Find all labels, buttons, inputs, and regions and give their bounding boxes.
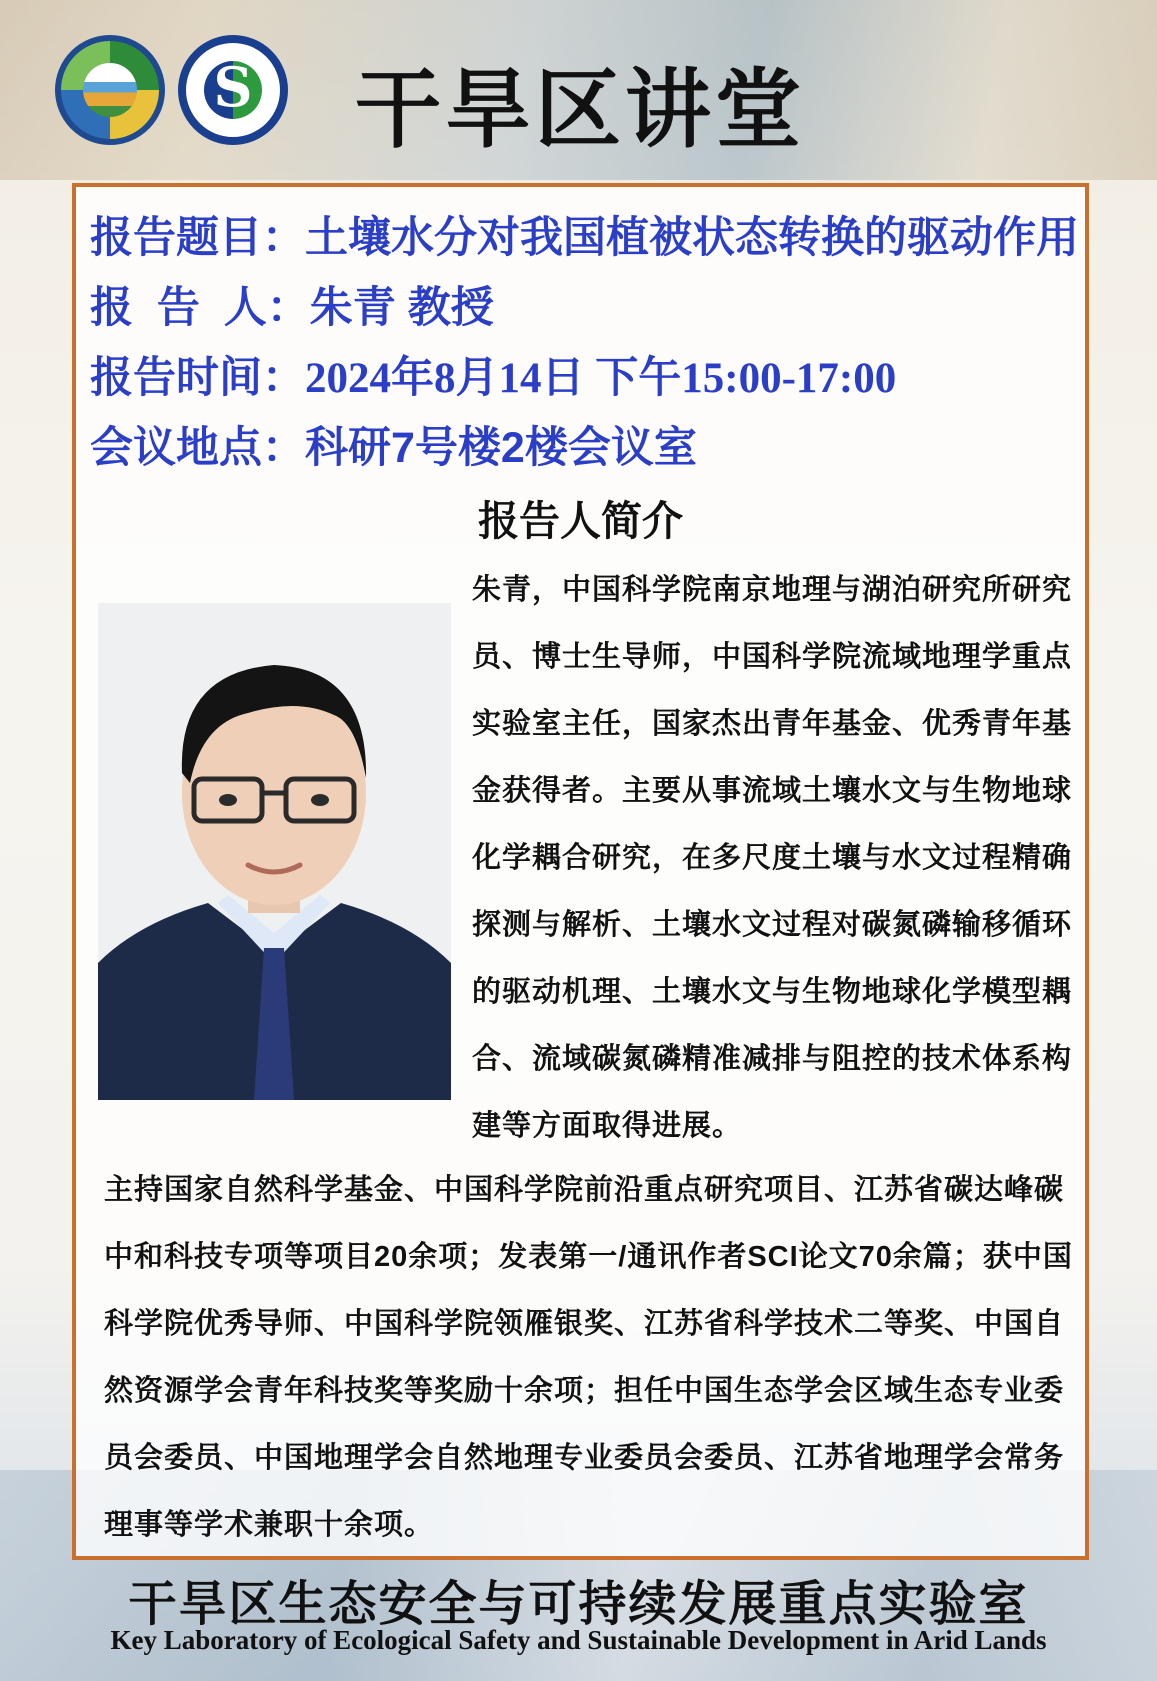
place-value: 科研7号楼2楼会议室 <box>305 424 697 472</box>
speaker-label: 报 告 人： <box>90 284 310 332</box>
speaker-value: 朱青 教授 <box>309 284 494 332</box>
bio-line: 的驱动机理、土壤水文与生物地球化学模型耦 <box>472 976 1073 1008</box>
bio-line: 探测与解析、土壤水文过程对碳氮磷输移循环 <box>472 909 1073 941</box>
bio-line: 合、流域碳氮磷精准减排与阻控的技术体系构 <box>472 1043 1073 1075</box>
bio-line: 朱青，中国科学院南京地理与湖泊研究所研究 <box>472 574 1073 606</box>
footer-lab-name-cn: 干旱区生态安全与可持续发展重点实验室 <box>128 1578 1029 1631</box>
topic-label: 报告题目： <box>90 214 305 262</box>
place-label: 会议地点： <box>90 424 305 472</box>
speaker-portrait <box>98 603 451 1100</box>
time-row <box>90 344 896 405</box>
bio-line: 然资源学会青年科技奖等奖励十余项；担任中国生态学会区域生态专业委 <box>104 1375 1065 1407</box>
bio-line: 中和科技专项等项目20余项；发表第一/通讯作者SCI论文70余篇；获中国 <box>104 1241 1073 1273</box>
speaker-portrait-drawing <box>98 603 451 1100</box>
time-value: 2024年8月14日 下午15:00-17:00 <box>305 355 897 402</box>
topic-value: 土壤水分对我国植被状态转换的驱动作用 <box>305 214 1079 262</box>
bio-line: 员会委员、中国地理学会自然地理专业委员会委员、江苏省地理学会常务 <box>104 1442 1065 1474</box>
xinjiang-institute-emblem-logo: S <box>178 35 288 145</box>
footer-lab-name-en: Key Laboratory of Ecological Safety and Sustainable Development in Arid Lands <box>110 1625 1047 1655</box>
bio-line: 科学院优秀导师、中国科学院领雁银奖、江苏省科学技术二等奖、中国自 <box>104 1308 1065 1340</box>
bio-title: 报告人简介 <box>478 498 683 544</box>
time-label: 报告时间： <box>90 354 305 402</box>
bio-line: 金获得者。主要从事流域土壤水文与生物地球 <box>472 775 1073 807</box>
bio-line: 员、博士生导师，中国科学院流域地理学重点 <box>472 641 1073 673</box>
bio-line: 实验室主任，国家杰出青年基金、优秀青年基 <box>472 708 1073 740</box>
speaker-row <box>90 274 494 335</box>
bio-line: 建等方面取得进展。 <box>472 1110 743 1142</box>
bio-line: 主持国家自然科学基金、中国科学院前沿重点研究项目、江苏省碳达峰碳 <box>104 1174 1065 1206</box>
institute-emblem-logo <box>55 35 165 145</box>
place-row <box>90 414 697 475</box>
bio-line: 理事等学术兼职十余项。 <box>104 1509 435 1541</box>
topic-row <box>90 204 1079 265</box>
bio-line: 化学耦合研究，在多尺度土壤与水文过程精确 <box>472 842 1073 874</box>
page-title: 干旱区讲堂 <box>355 62 805 158</box>
